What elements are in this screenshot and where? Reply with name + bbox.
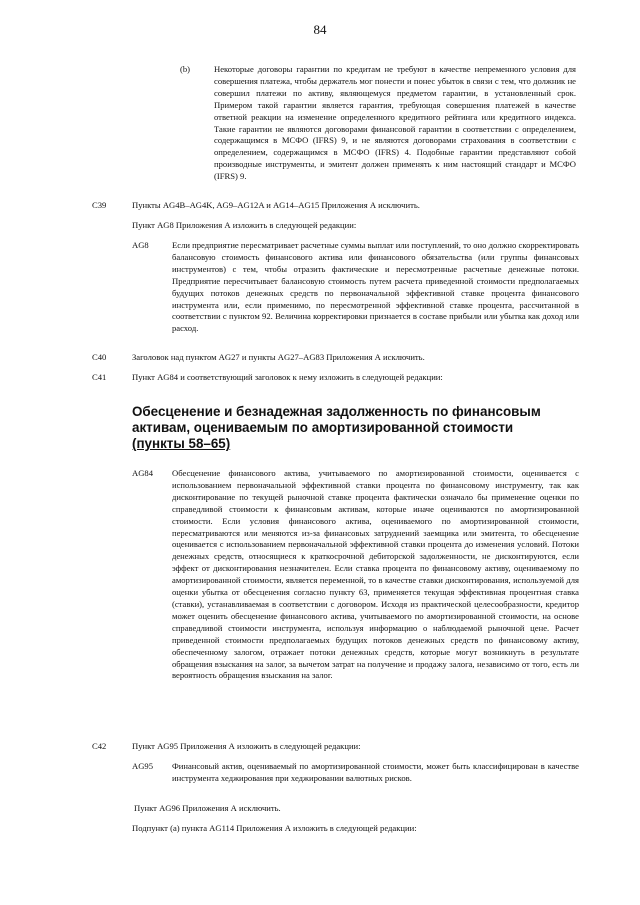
section-heading-line-3: (пункты 58–65) [132, 436, 231, 451]
ag8-text: Если предприятие пересматривает расчетные суммы выплат или поступлений, то оно должно скорректировать балансовую стоимость финансового актива или финансового обязательства (или группы финансовых инструментов) с тем, чтобы отразить фактические и пересмотренные расчетные денежные потоки. Предприятие пересчитывает балансовую стоимость путем расчета приведенной стоимости предполагаемых будущих потоков денежных средств по первоначальной эффективной ставке процента финансового инструмента или, если применимо, по пересмотренной эффективной ставке процента, рассчитанной в соответствии с пунктом 92. Величина корректировки признается в составе прибыли или убытка как доход или расход. [172, 240, 579, 334]
item-b-label: (b) [180, 64, 191, 74]
c39-text: Пункты AG4B–AG4K, AG9–AG12A и AG14–AG15 Приложения А исключить. [132, 200, 420, 210]
ag8-label: AG8 [132, 240, 149, 250]
c42-label: C42 [92, 741, 107, 751]
ag114-text: Подпункт (а) пункта AG114 Приложения А изложить в следующей редакции: [132, 823, 417, 833]
c41-label: C41 [92, 372, 107, 382]
ag84-label: AG84 [132, 468, 154, 478]
section-heading-line-2: активам, оцениваемым по амортизированной стоимости [132, 420, 514, 435]
c42-text: Пункт AG95 Приложения А изложить в следующей редакции: [132, 741, 361, 751]
c39-label: C39 [92, 200, 107, 210]
ag96-text: Пункт AG96 Приложения А исключить. [134, 803, 281, 813]
c41-text: Пункт AG84 и соответствующий заголовок к нему изложить в следующей редакции: [132, 372, 443, 382]
item-b-text: Некоторые договоры гарантии по кредитам не требуют в качестве непременного условия для совершения платежа, чтобы держатель мог понести и понес убыток в связи с тем, что должник не совершил платежи по активу, являющемуся предметом гарантии, в установленный срок. Примером такой гарантии является гарантия, требующая совершения платежей в качестве ответной реакции на изменение определенного кредитного рейтинга или кредитного индекса. Такие гарантии не являются договорами финансовой гарантии в соответствии с определением, содержащимся в МСФО (IFRS) 9, и не являются договорами страхования в соответствии с определением, содержащимся в МСФО (IFRS) 4. Подобные гарантии представляют собой производные инструменты, и эмитент должен применять к ним настоящий стандарт и МСФО (IFRS) 9. [214, 64, 576, 182]
ag95-text: Финансовый актив, оцениваемый по амортизированной стоимости, может быть классифицирован в качестве инструмента хеджирования при хеджировании валютных рисков. [172, 761, 579, 783]
section-heading-line-1: Обесценение и безнадежная задолженность по финансовым [132, 404, 541, 419]
page-number: 84 [313, 22, 327, 37]
section-heading [132, 404, 582, 452]
c39-sub-text: Пункт AG8 Приложения А изложить в следующей редакции: [132, 220, 357, 230]
c40-text: Заголовок над пунктом AG27 и пункты AG27–AG83 Приложения А исключить. [132, 352, 425, 362]
c40-label: C40 [92, 352, 107, 362]
ag95-label: AG95 [132, 761, 154, 771]
ag84-text: Обесценение финансового актива, учитываемого по амортизированной стоимости, оценивается с использованием первоначальной эффективной ставки процента по финансовому инструменту, так как дисконтирование по текущей рыночной ставке процента фактически означало бы применение оценки по справедливой стоимости к финансовым активам, которые иначе оцениваются по амортизированной стоимости. Если условия финансового актива, оцениваемого по амортизированной стоимости, пересматриваются или меняются из-за финансовых затруднений заемщика или эмитента, то обесценение оценивается с использованием первоначальной эффективной ставки процента до изменения условий. Потоки денежных средств, относящиеся к краткосрочной дебиторской задолженности, не дисконтируются, если эффект от дисконтирования незначителен. Если ставка процента по финансовому активу, оцениваемому по амортизированной стоимости, является переменной, то в качестве ставки дисконтирования, используемой для оценки убытка от обесценения согласно пункту 63, применяется текущая эффективная процентная ставка (ставки), устанавливаемая в соответствии с договором. Исходя из практической целесообразности, кредитор может оценить обесценение финансового актива, учитываемого по амортизированной стоимости, на основе справедливой стоимости инструмента, используя информацию о наблюдаемой рыночной цене. Расчет приведенной стоимости предполагаемых будущих потоков денежных средств по финансовому активу, обеспеченному залогом, отражает потоки денежных средств, которые могут возникнуть в результате обращения взыскания на залог, за вычетом затрат на получение и продажу залога, независимо от того, есть ли вероятность обращения взыскания на залог. [172, 468, 579, 681]
